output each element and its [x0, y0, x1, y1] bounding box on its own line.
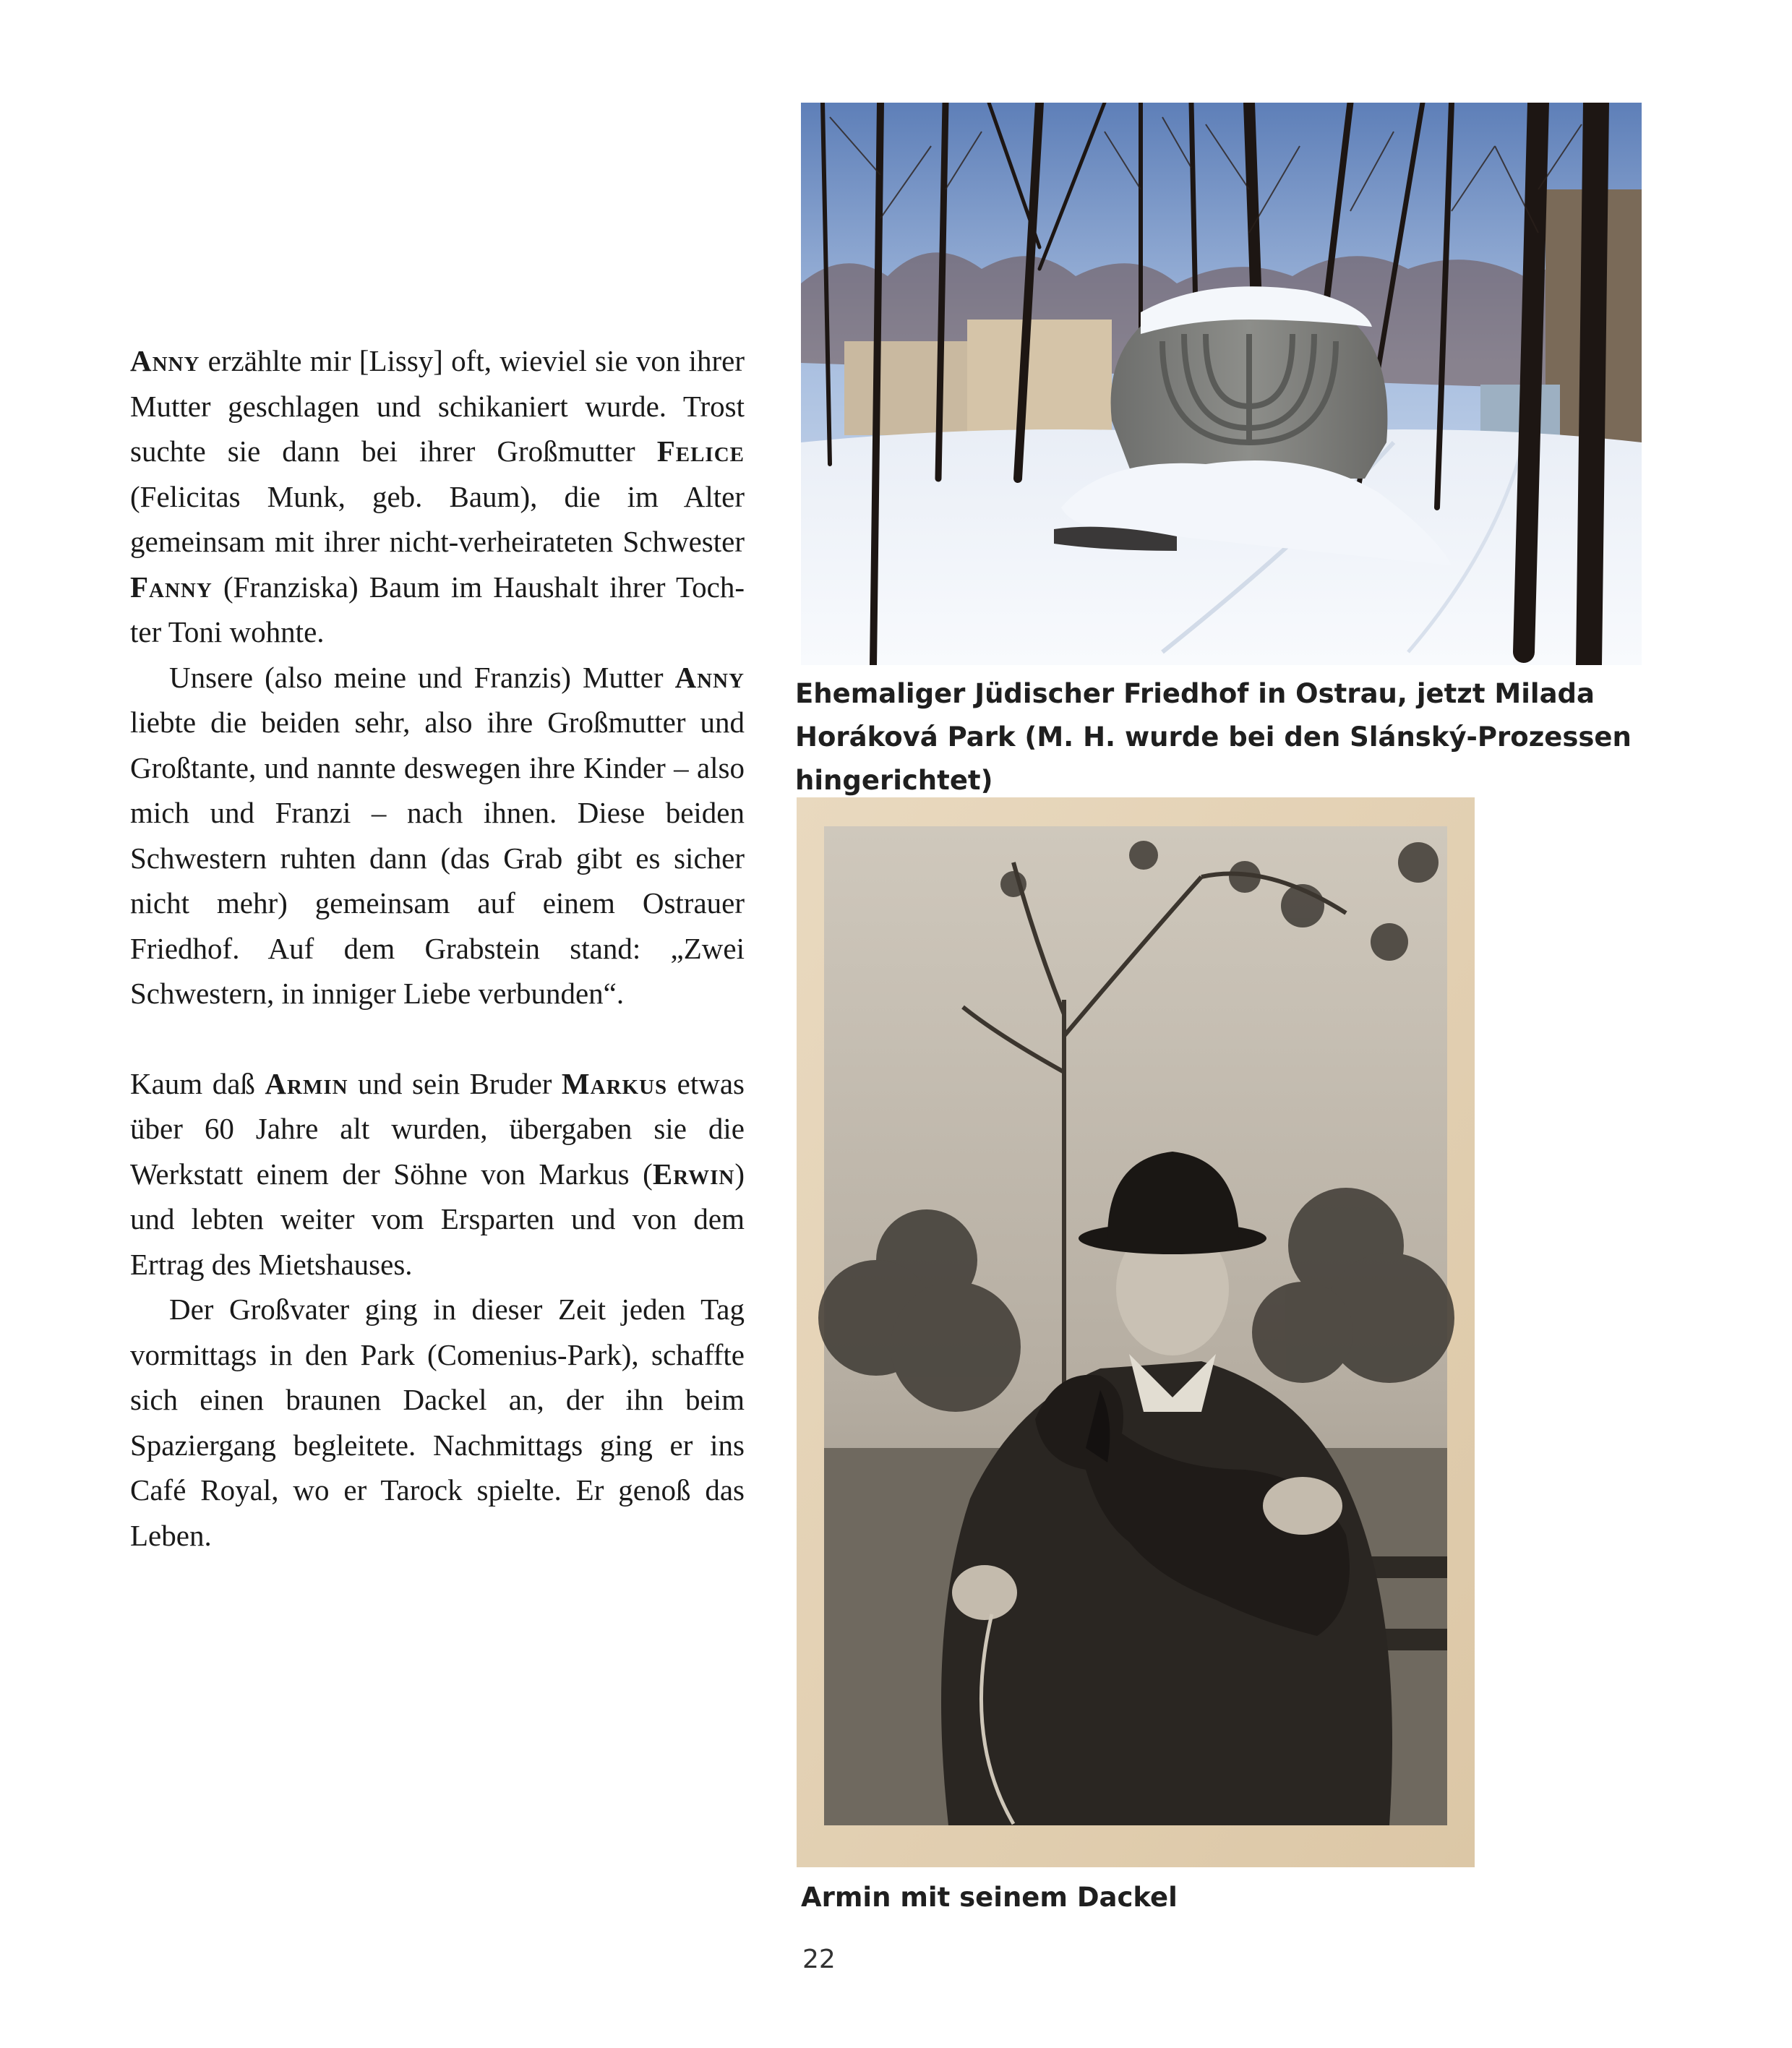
text-run: etwas über 60 Jahre alt wurden, übergaben sie die Werkstatt einem der Söhne von Markus ( — [130, 1066, 745, 1191]
name-fanny: Fanny — [130, 570, 213, 604]
name-felice: Felice — [656, 434, 745, 468]
name-erwin: Erwin — [652, 1157, 735, 1191]
text-run: Der Großvater ging in dieser Zeit jeden Tag vormittags in den Park (Comenius-Park), schaffte sich einen braunen Dackel an, der ihn beim Spaziergang begleitete. Nachmittags ging er ins Café Royal, wo er Tarock spielte. Er genoß das Leben. — [130, 1293, 745, 1552]
text-run: und sein Bruder — [348, 1066, 562, 1100]
text-run: (Felicitas Munk, geb. Baum), die im Alter gemeinsam mit ihrer nicht-verheirateten Schwester — [130, 479, 745, 558]
page-number: 22 — [802, 1945, 836, 1974]
paragraph-1 — [130, 338, 745, 655]
paragraph-4 — [130, 1287, 745, 1558]
name-armin: Armin — [265, 1066, 348, 1100]
text-run: (Franziska) Baum im Haushalt ihrer Tochter Toni wohnte. — [130, 570, 745, 648]
text-run: liebte die beiden sehr, also ihre Großmutter und Großtante, und nannte deswegen ihre Kinder – also mich und Franzi – nach ihnen. Diese beiden Schwestern ruhten dann (das Grab gibt es sicher nicht mehr) gemeinsam auf einem Ostrauer Friedhof. Auf dem Grabstein stand: „Zwei Schwestern, in inniger Liebe verbunden“. — [130, 706, 745, 1010]
text-run: Unsere (also meine und Franzis) Mutter — [169, 660, 675, 694]
body-text — [130, 338, 745, 1558]
name-markus: Markus — [561, 1066, 668, 1100]
paragraph-3 — [130, 1061, 745, 1288]
name-anny: Anny — [130, 344, 200, 377]
armin-caption: Armin mit seinem Dackel — [801, 1882, 1178, 1913]
paragraph-2 — [130, 655, 745, 1016]
text-run: ) und lebten weiter vom Ersparten und von dem Ertrag des Mietshauses. — [130, 1157, 745, 1281]
cemetery-caption: Ehemaliger Jüdischer Friedhof in Ostrau, jetzt Milada Horáková Park (M. H. wurde bei den Slánský-Prozessen hingerichtet) — [795, 678, 1632, 796]
armin-photo — [797, 797, 1475, 1867]
name-anny: Anny — [674, 660, 745, 694]
text-run: Kaum daß — [130, 1066, 265, 1100]
cemetery-photo — [801, 103, 1642, 665]
text-run: erzählte mir [Lissy] oft, wieviel sie von ihrer Mutter geschlagen und schikaniert wurde. Trost suchte sie dann bei ihrer Großmutter — [130, 344, 745, 468]
